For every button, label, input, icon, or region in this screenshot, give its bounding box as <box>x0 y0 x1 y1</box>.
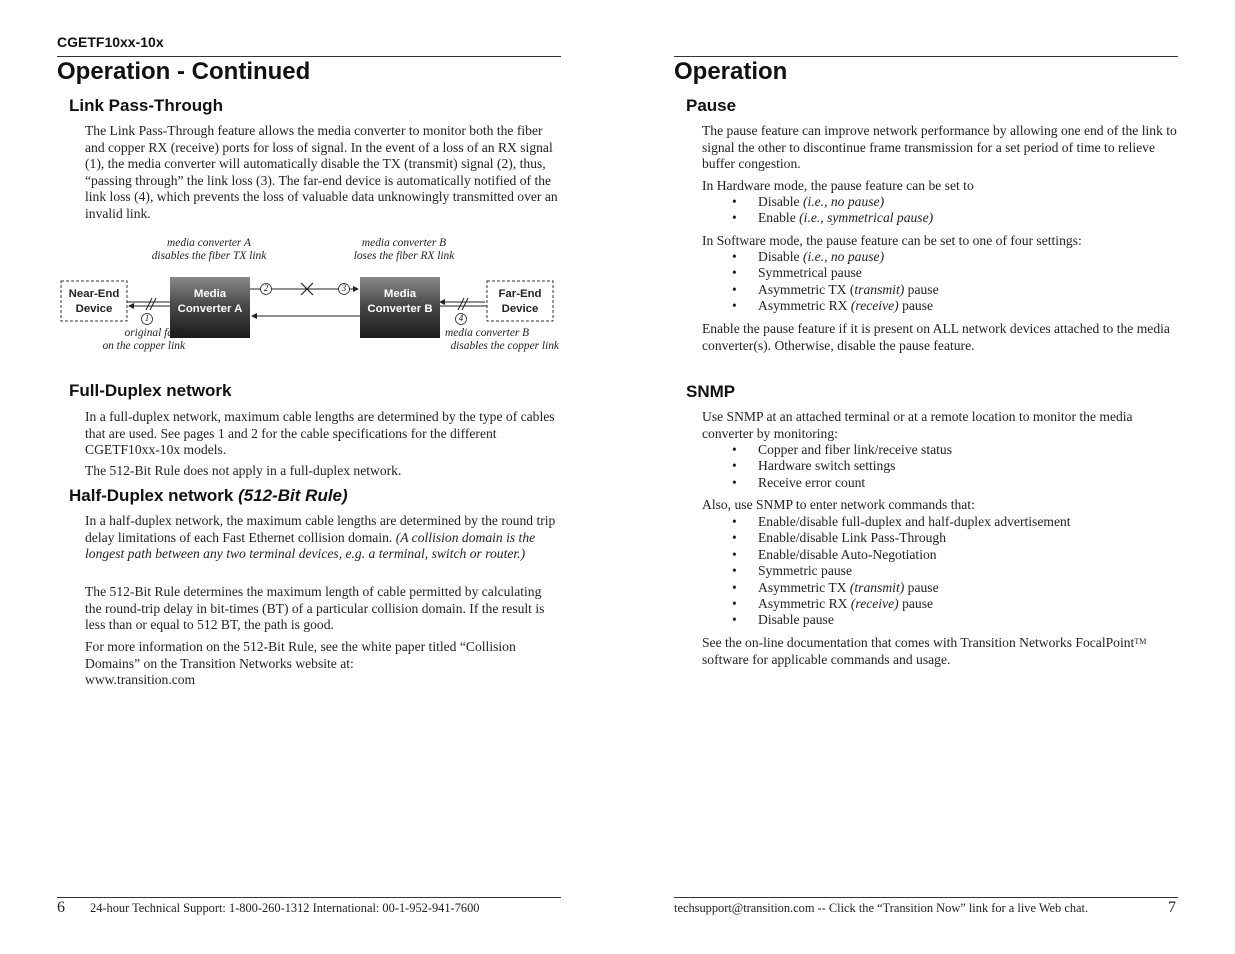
website-url: www.transition.com <box>85 672 196 688</box>
item-text: Enable <box>758 210 800 226</box>
pause-heading: Pause <box>686 96 737 115</box>
list-item <box>702 547 1177 563</box>
item-text: Disable <box>758 194 803 209</box>
converter-a-line2: Converter A <box>177 303 243 315</box>
pause-enable-paragraph: Enable the pause feature if it is present on ALL network devices attached to the media converter(s). Otherwise, disable the pause feature. <box>702 321 1170 353</box>
item-after: pause <box>904 281 939 297</box>
page-title-right: Operation <box>674 58 788 85</box>
snmp-command-list <box>702 514 1177 629</box>
list-item <box>702 596 1177 612</box>
list-item <box>702 563 1177 579</box>
list-item <box>702 265 1177 281</box>
snmp-heading: SNMP <box>686 382 736 401</box>
list-item <box>702 249 1177 265</box>
converter-b-line1: Media <box>383 288 417 300</box>
footer-chat: techsupport@transition.com -- Click the “Transition Now” link for a live Web chat. <box>674 901 1089 915</box>
list-item <box>702 282 1177 298</box>
item-text: Symmetrical pause <box>758 265 862 281</box>
near-end-line1: Near-End <box>68 288 120 300</box>
caption-b-line1: media converter B <box>361 237 447 249</box>
media-converter-b-label <box>360 287 440 317</box>
half-duplex-heading <box>69 486 348 506</box>
converter-a-line1: Media <box>193 288 227 300</box>
white-paper-text: For more information on the 512-Bit Rule, see the white paper titled “Collision Domains” on the Transition Networks website at: <box>85 639 516 671</box>
item-text: Asymmetric RX <box>758 596 851 612</box>
item-after: pause <box>904 579 939 595</box>
near-end-line2: Device <box>75 303 113 315</box>
item-italic: (i.e., symmetrical pause) <box>799 210 934 226</box>
near-end-device-label <box>61 287 127 317</box>
media-converter-a-label <box>170 287 250 317</box>
page-title: Operation - Continued <box>57 58 311 85</box>
list-item <box>702 194 1177 210</box>
item-text: Asymmetric TX <box>758 579 850 595</box>
full-duplex-paragraph-1: In a full-duplex network, maximum cable lengths are determined by the type of cables that are used. See pages 1 and 2 for the cable specifications for the different CGETF10xx-10x models. <box>85 409 555 458</box>
list-item <box>702 580 1177 596</box>
header-rule <box>57 56 561 57</box>
header-rule-right <box>674 56 1178 57</box>
page-number-left: 6 <box>57 899 65 916</box>
closing-text-a: See the on-line documentation that comes with Transition Networks FocalPoint <box>702 635 1135 650</box>
item-italic: (i.e., no pause) <box>802 194 885 209</box>
hardware-mode-intro: In Hardware mode, the pause feature can be set to <box>702 178 974 193</box>
item-italic: (receive) <box>850 298 899 314</box>
model-number: CGETF10xx-10x <box>57 34 164 50</box>
half-duplex-paragraph-1 <box>85 513 560 563</box>
marker-2: 2 <box>263 283 269 293</box>
footer-rule <box>57 897 561 898</box>
item-text: Asymmetric TX ( <box>758 281 855 297</box>
snmp-closing-paragraph <box>702 634 1177 668</box>
closing-text-b: software for applicable commands and usage. <box>702 651 951 667</box>
snmp-intro: Use SNMP at an attached terminal or at a remote location to monitor the media converter by monitoring: <box>702 409 1133 441</box>
list-item <box>702 210 1177 226</box>
item-text: Enable/disable full-duplex and half-duplex advertisement <box>758 514 1071 529</box>
list-item <box>702 442 1177 458</box>
caption-copper-disable <box>429 327 559 353</box>
list-item <box>702 298 1177 314</box>
link-pass-heading: Link Pass-Through <box>69 96 223 115</box>
item-italic: (receive) <box>850 596 899 612</box>
hardware-mode-list <box>702 194 1177 227</box>
caption-a-line2: disables the fiber TX link <box>151 250 267 262</box>
converter-b-line2: Converter B <box>367 303 433 315</box>
half-duplex-heading-text: Half-Duplex network <box>69 486 239 505</box>
item-text: Hardware switch settings <box>758 458 896 474</box>
pause-paragraph: The pause feature can improve network performance by allowing one end of the link to signal the other to discontinue frame transmission for a set period of time to relieve buffer congestion. <box>702 123 1177 172</box>
marker-4: 4 <box>458 313 464 323</box>
item-text: Asymmetric RX <box>758 298 851 314</box>
item-text: Enable/disable Auto-Negotiation <box>758 546 937 562</box>
caption-original-fault <box>67 327 185 353</box>
snmp-commands-intro: Also, use SNMP to enter network commands that: <box>702 497 975 512</box>
footer-support: 24-hour Technical Support: 1-800-260-1312 International: 00-1-952-941-7600 <box>90 901 480 915</box>
software-mode-list <box>702 249 1177 315</box>
item-text: Disable <box>758 249 803 264</box>
half-duplex-paragraph-3 <box>85 639 560 689</box>
link-pass-through-diagram <box>57 236 562 358</box>
full-duplex-heading: Full-Duplex network <box>69 381 232 400</box>
copper-b-line1: media converter B <box>445 327 530 339</box>
trademark: TM <box>1134 637 1147 646</box>
link-pass-paragraph: The Link Pass-Through feature allows the media converter to monitor both the fiber and copper RX (receive) ports for loss of signal. In the event of a loss of an RX signal (1), the media converter will automatically disable the TX (transmit) signal (2), thus, “passing through” the link loss (3). The far-end device is automatically notified of the link loss (4), which prevents the loss of valuable data unknowingly transmitted over an invalid link. <box>85 123 558 221</box>
fault-line2: on the copper link <box>102 340 185 352</box>
item-after: pause <box>898 298 934 314</box>
item-text: Copper and fiber link/receive status <box>758 442 953 457</box>
caption-a-line1: media converter A <box>167 237 251 249</box>
far-end-device-label <box>487 287 553 317</box>
item-text: Symmetric pause <box>758 563 853 579</box>
item-after: pause <box>898 596 934 612</box>
item-italic: transmit) <box>854 281 905 297</box>
list-item <box>702 612 1177 628</box>
far-end-line1: Far-End <box>498 288 542 300</box>
list-item <box>702 458 1177 474</box>
item-italic: (transmit) <box>849 579 905 595</box>
half-duplex-p1-text: In a half-duplex network, the maximum cable lengths are determined by the round trip delay limitations of each Fast Ethernet collision domain. <box>85 513 556 545</box>
half-duplex-heading-italic: (512-Bit Rule) <box>238 486 348 505</box>
snmp-monitor-list <box>702 442 1177 491</box>
list-item <box>702 514 1177 530</box>
copper-b-line2: disables the copper link <box>450 340 559 352</box>
marker-3: 3 <box>341 283 347 293</box>
caption-converter-a <box>139 237 279 263</box>
item-text: Receive error count <box>758 474 866 490</box>
fault-line1: original fault <box>124 327 185 339</box>
footer-rule-right <box>674 897 1178 898</box>
full-duplex-paragraph-2: The 512-Bit Rule does not apply in a full-duplex network. <box>85 463 402 478</box>
list-item <box>702 475 1177 491</box>
collision-domain-note: (A collision domain is the longest path between any two terminal devices, e.g. a terminal, switch or router.) <box>85 529 536 562</box>
far-end-line2: Device <box>501 303 539 315</box>
half-duplex-paragraph-2: The 512-Bit Rule determines the maximum length of cable permitted by calculating the round-trip delay in bit-times (BT) of a particular collision domain. If the result is less than or equal to 512 BT, the path is good. <box>85 584 545 633</box>
caption-b-line2: loses the fiber RX link <box>353 250 455 262</box>
item-text: Disable pause <box>758 612 834 628</box>
page-number-right: 7 <box>1168 899 1176 916</box>
marker-1: 1 <box>144 313 150 323</box>
caption-converter-b <box>334 237 474 263</box>
item-text: Enable/disable Link Pass-Through <box>758 530 947 546</box>
list-item <box>702 530 1177 546</box>
software-mode-intro: In Software mode, the pause feature can be set to one of four settings: <box>702 233 1082 248</box>
item-italic: (i.e., no pause) <box>802 249 885 264</box>
